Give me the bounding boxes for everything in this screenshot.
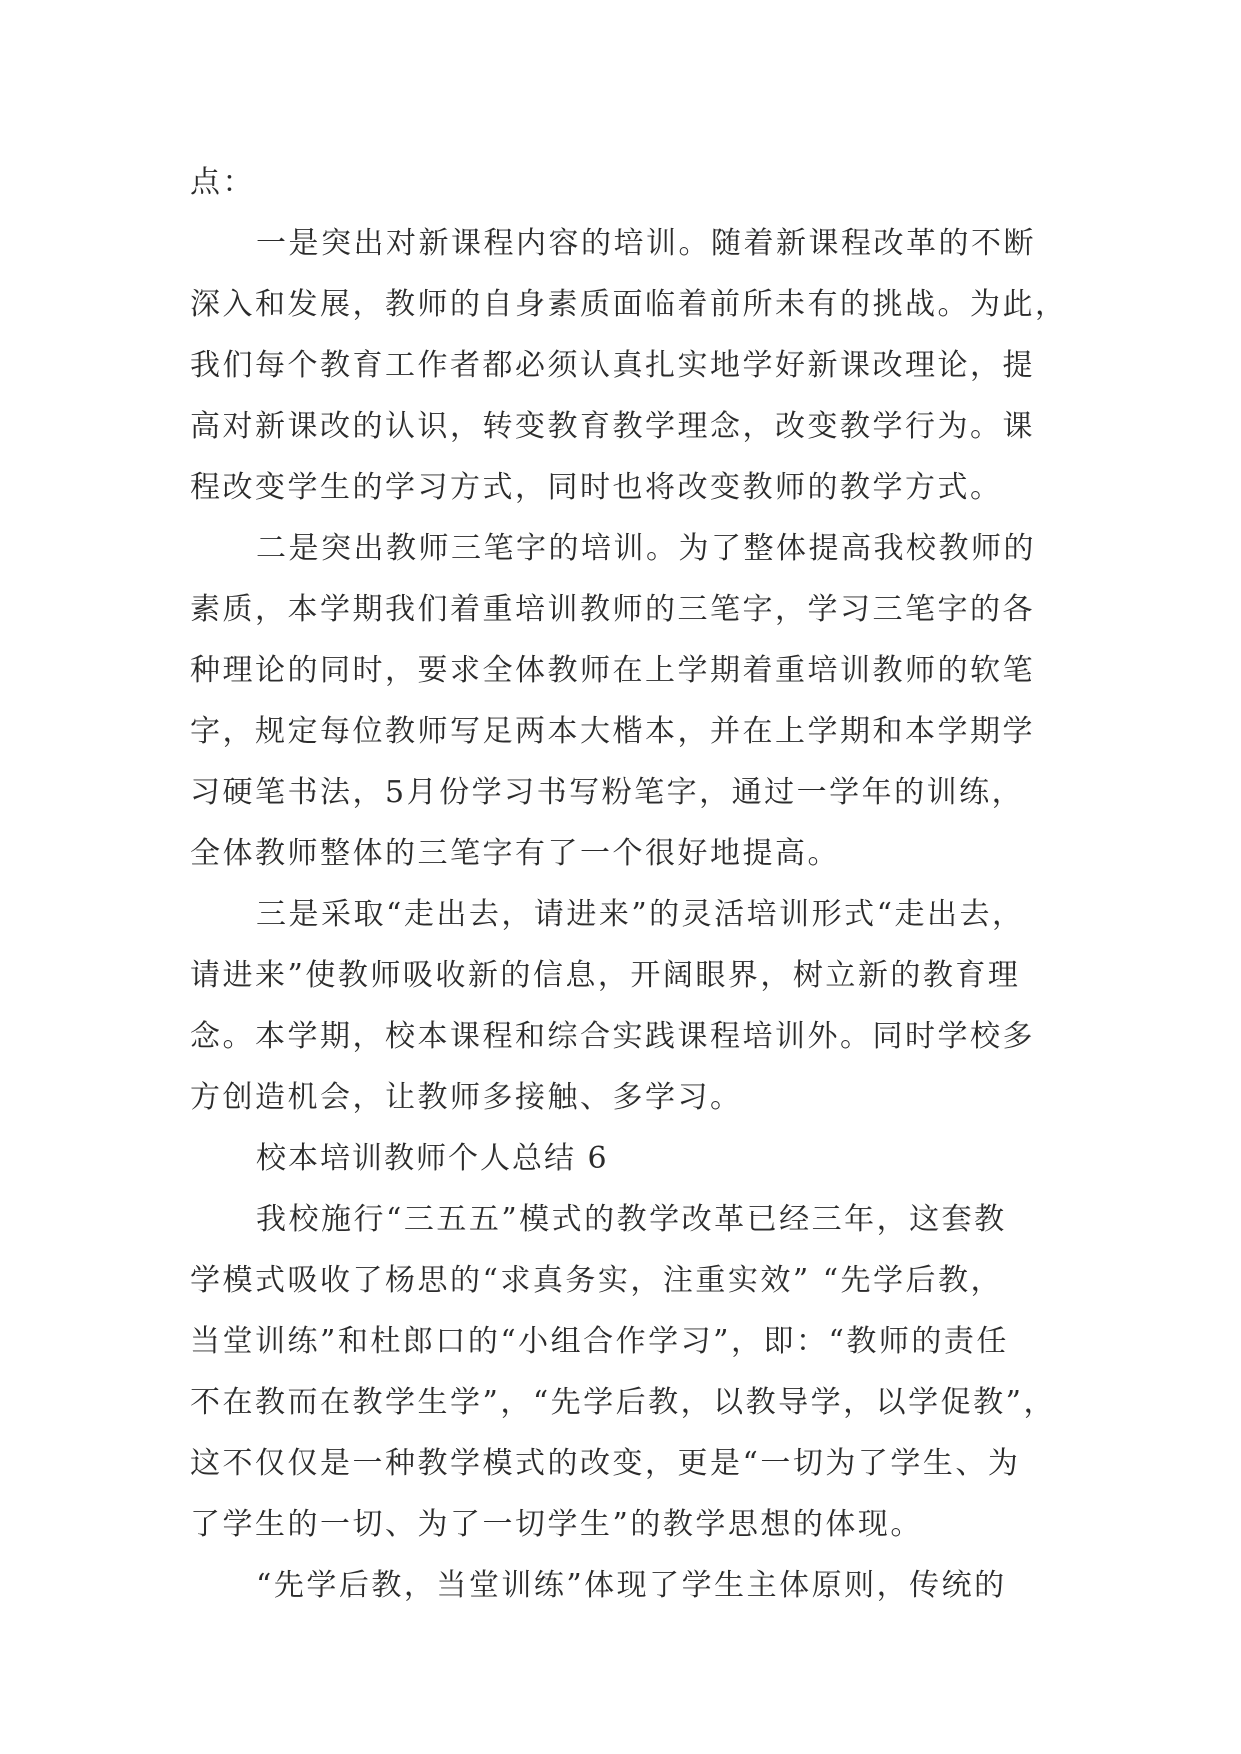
paragraph-line: 二是突出教师三笔字的培训。为了整体提高我校教师的 (256, 531, 1036, 566)
paragraph-line: 方创造机会，让教师多接触、多学习。 (190, 1080, 743, 1115)
paragraph-line: 我们每个教育工作者都必须认真扎实地学好新课改理论，提 (190, 348, 1035, 383)
paragraph-line: 种理论的同时，要求全体教师在上学期着重培训教师的软笔 (190, 653, 1035, 688)
section-heading: 校本培训教师个人总结 6 (256, 1141, 609, 1176)
paragraph-line: 点： (190, 165, 255, 200)
paragraph-line: 高对新课改的认识，转变教育教学理念，改变教学行为。课 (190, 409, 1035, 444)
paragraph-line: 念。本学期，校本课程和综合实践课程培训外。同时学校多 (190, 1019, 1035, 1054)
paragraph-line: 我校施行“三五五”模式的教学改革已经三年，这套教 (256, 1202, 1007, 1237)
paragraph-line: 程改变学生的学习方式，同时也将改变教师的教学方式。 (190, 470, 1003, 505)
paragraph-line: 字，规定每位教师写足两本大楷本，并在上学期和本学期学 (190, 714, 1035, 749)
paragraph-line: 习硬笔书法，5月份学习书写粉笔字，通过一学年的训练， (190, 775, 1025, 810)
document-body (190, 152, 1068, 1616)
paragraph-line: 深入和发展，教师的自身素质面临着前所未有的挑战。为此， (190, 287, 1068, 322)
paragraph-line: 这不仅仅是一种教学模式的改变，更是“一切为了学生、为 (190, 1446, 1021, 1481)
paragraph-line: 请进来”使教师吸收新的信息，开阔眼界，树立新的教育理 (190, 958, 1021, 993)
paragraph-line: 素质，本学期我们着重培训教师的三笔字，学习三笔字的各 (190, 592, 1035, 627)
paragraph-line: 不在教而在教学生学”，“先学后教，以教导学，以学促教”， (190, 1385, 1057, 1420)
paragraph-line: 一是突出对新课程内容的培训。随着新课程改革的不断 (256, 226, 1036, 261)
paragraph-line: 了学生的一切、为了一切学生”的教学思想的体现。 (190, 1507, 923, 1542)
paragraph-line: “先学后教，当堂训练”体现了学生主体原则，传统的 (256, 1568, 1007, 1603)
paragraph-line: 学模式吸收了杨思的“求真务实，注重实效” “先学后教， (190, 1263, 1004, 1298)
paragraph-line: 全体教师整体的三笔字有了一个很好地提高。 (190, 836, 840, 871)
paragraph-line: 当堂训练”和杜郎口的“小组合作学习”，即：“教师的责任 (190, 1324, 1009, 1359)
paragraph-line: 三是采取“走出去，请进来”的灵活培训形式“走出去， (256, 897, 1025, 932)
